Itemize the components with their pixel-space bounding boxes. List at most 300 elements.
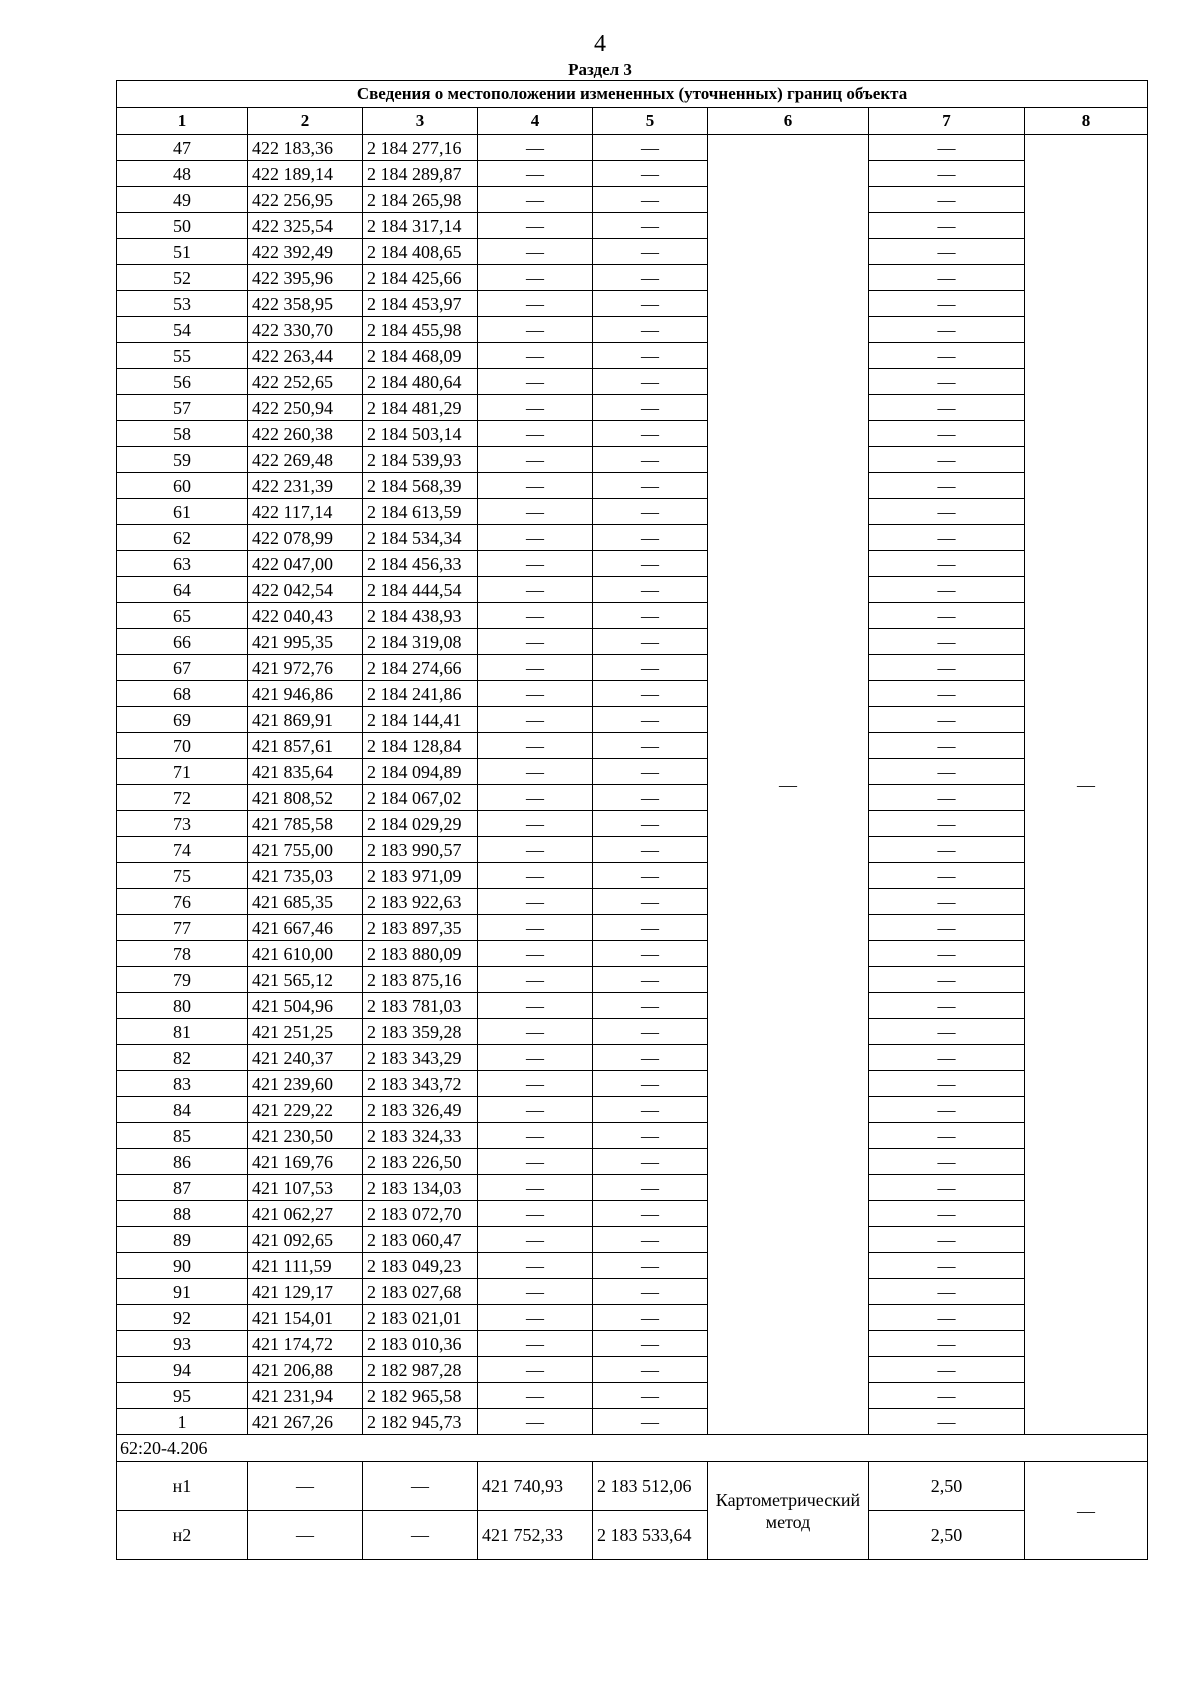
accuracy-cell: — [869, 1331, 1025, 1357]
column-header: 3 [363, 108, 478, 135]
point-number-cell: 58 [117, 421, 248, 447]
point-number-cell: 89 [117, 1227, 248, 1253]
x-coordinate-cell: 421 174,72 [248, 1331, 363, 1357]
accuracy-cell: — [869, 759, 1025, 785]
x-coordinate-cell: 421 972,76 [248, 655, 363, 681]
accuracy-cell: — [869, 239, 1025, 265]
new-y-cell: — [593, 213, 708, 239]
new-y-cell: — [593, 681, 708, 707]
table-row [117, 1019, 1148, 1045]
x-coordinate-cell: 422 256,95 [248, 187, 363, 213]
x-coordinate-cell: 421 857,61 [248, 733, 363, 759]
table-row [117, 629, 1148, 655]
point-number-cell: н1 [117, 1462, 248, 1511]
table-row [117, 1305, 1148, 1331]
table-row [117, 239, 1148, 265]
table-row [117, 447, 1148, 473]
new-y-cell: — [593, 941, 708, 967]
accuracy-cell: — [869, 1175, 1025, 1201]
point-number-cell: 76 [117, 889, 248, 915]
accuracy-cell: — [869, 395, 1025, 421]
accuracy-cell: — [869, 733, 1025, 759]
y-coordinate-cell: 2 184 456,33 [363, 551, 478, 577]
accuracy-cell: — [869, 1409, 1025, 1435]
new-x-cell: — [478, 629, 593, 655]
y-coordinate-cell: 2 183 875,16 [363, 967, 478, 993]
x-coordinate-cell: 422 358,95 [248, 291, 363, 317]
new-y-cell: — [593, 1253, 708, 1279]
y-coordinate-cell: 2 183 971,09 [363, 863, 478, 889]
accuracy-cell: 2,50 [869, 1462, 1025, 1511]
y-coordinate-cell: 2 184 438,93 [363, 603, 478, 629]
y-coordinate-cell: 2 183 343,72 [363, 1071, 478, 1097]
new-y-cell: — [593, 889, 708, 915]
new-x-cell: — [478, 1279, 593, 1305]
point-number-cell: 74 [117, 837, 248, 863]
table-row [117, 993, 1148, 1019]
new-x-cell: 421 752,33 [478, 1511, 593, 1560]
accuracy-cell: — [869, 1279, 1025, 1305]
point-number-cell: 91 [117, 1279, 248, 1305]
new-y-cell: — [593, 265, 708, 291]
point-number-cell: 68 [117, 681, 248, 707]
point-number-cell: 80 [117, 993, 248, 1019]
table-row [117, 1045, 1148, 1071]
table-row [117, 1357, 1148, 1383]
new-x-cell: — [478, 941, 593, 967]
table-row [117, 135, 1148, 161]
y-coordinate-cell: 2 183 226,50 [363, 1149, 478, 1175]
point-number-cell: 61 [117, 499, 248, 525]
y-coordinate-cell: 2 183 897,35 [363, 915, 478, 941]
new-x-cell: — [478, 707, 593, 733]
method-cell: Картометрический метод [708, 1462, 869, 1560]
table-row [117, 213, 1148, 239]
table-row [117, 681, 1148, 707]
new-y-cell: — [593, 1331, 708, 1357]
point-number-cell: 53 [117, 291, 248, 317]
new-y-cell: — [593, 447, 708, 473]
new-x-cell: — [478, 811, 593, 837]
y-coordinate-cell: 2 183 880,09 [363, 941, 478, 967]
new-y-cell: — [593, 1227, 708, 1253]
accuracy-cell: — [869, 1253, 1025, 1279]
table-row [117, 551, 1148, 577]
new-y-cell: — [593, 707, 708, 733]
x-coordinate-cell: 422 183,36 [248, 135, 363, 161]
y-coordinate-cell: 2 184 274,66 [363, 655, 478, 681]
table-row [117, 837, 1148, 863]
x-coordinate-cell: 422 395,96 [248, 265, 363, 291]
table-row [117, 161, 1148, 187]
y-coordinate-cell: 2 182 965,58 [363, 1383, 478, 1409]
x-coordinate-cell: 422 189,14 [248, 161, 363, 187]
accuracy-cell: — [869, 1123, 1025, 1149]
cadastral-number: 62:20-4.206 [117, 1435, 1148, 1462]
new-y-cell: — [593, 161, 708, 187]
table-row [117, 1409, 1148, 1435]
accuracy-cell: — [869, 941, 1025, 967]
new-x-cell: — [478, 1305, 593, 1331]
accuracy-cell: — [869, 785, 1025, 811]
new-y-cell: — [593, 1097, 708, 1123]
table-row [117, 577, 1148, 603]
new-x-cell: — [478, 1201, 593, 1227]
new-x-cell: — [478, 785, 593, 811]
x-coordinate-cell: 421 154,01 [248, 1305, 363, 1331]
accuracy-cell: — [869, 551, 1025, 577]
table-row [117, 1227, 1148, 1253]
new-y-cell: — [593, 317, 708, 343]
point-number-cell: 77 [117, 915, 248, 941]
table-row [117, 603, 1148, 629]
x-coordinate-cell: 422 078,99 [248, 525, 363, 551]
accuracy-cell: — [869, 1045, 1025, 1071]
x-coordinate-cell: 421 610,00 [248, 941, 363, 967]
table-row [117, 369, 1148, 395]
new-point-row [117, 1462, 1148, 1511]
new-x-cell: — [478, 1149, 593, 1175]
x-coordinate-cell: 422 325,54 [248, 213, 363, 239]
new-y-cell: — [593, 369, 708, 395]
x-coordinate-cell: 421 755,00 [248, 837, 363, 863]
point-number-cell: 82 [117, 1045, 248, 1071]
new-x-cell: — [478, 161, 593, 187]
y-coordinate-cell: 2 183 324,33 [363, 1123, 478, 1149]
point-number-cell: 81 [117, 1019, 248, 1045]
column-header: 5 [593, 108, 708, 135]
y-coordinate-cell: 2 184 539,93 [363, 447, 478, 473]
y-coordinate-cell: 2 184 453,97 [363, 291, 478, 317]
new-x-cell: — [478, 863, 593, 889]
new-y-cell: — [593, 1175, 708, 1201]
point-number-cell: 70 [117, 733, 248, 759]
accuracy-cell: — [869, 499, 1025, 525]
y-coordinate-cell: 2 184 503,14 [363, 421, 478, 447]
y-coordinate-cell: 2 184 613,59 [363, 499, 478, 525]
y-coordinate-cell: 2 183 060,47 [363, 1227, 478, 1253]
accuracy-cell: — [869, 291, 1025, 317]
table-header-row [117, 108, 1148, 135]
new-x-cell: — [478, 1227, 593, 1253]
point-number-cell: 69 [117, 707, 248, 733]
x-coordinate-cell: 421 735,03 [248, 863, 363, 889]
y-coordinate-cell: 2 184 277,16 [363, 135, 478, 161]
x-coordinate-cell: 422 263,44 [248, 343, 363, 369]
x-coordinate-cell: 422 042,54 [248, 577, 363, 603]
point-number-cell: 78 [117, 941, 248, 967]
column-header: 2 [248, 108, 363, 135]
x-coordinate-cell: 421 107,53 [248, 1175, 363, 1201]
new-x-cell: — [478, 1045, 593, 1071]
y-coordinate-cell: 2 183 027,68 [363, 1279, 478, 1305]
accuracy-cell: — [869, 967, 1025, 993]
y-coordinate-cell: 2 182 987,28 [363, 1357, 478, 1383]
point-number-cell: 85 [117, 1123, 248, 1149]
accuracy-cell: — [869, 1383, 1025, 1409]
new-y-cell: — [593, 733, 708, 759]
accuracy-cell: — [869, 811, 1025, 837]
y-coordinate-cell: 2 184 444,54 [363, 577, 478, 603]
accuracy-cell: — [869, 577, 1025, 603]
point-number-cell: 88 [117, 1201, 248, 1227]
accuracy-cell: — [869, 603, 1025, 629]
accuracy-cell: — [869, 525, 1025, 551]
new-x-cell: — [478, 915, 593, 941]
y-coordinate-cell: 2 184 067,02 [363, 785, 478, 811]
new-y-cell: — [593, 863, 708, 889]
point-number-cell: 95 [117, 1383, 248, 1409]
new-y-cell: — [593, 343, 708, 369]
point-number-cell: 56 [117, 369, 248, 395]
y-coordinate-cell: 2 183 134,03 [363, 1175, 478, 1201]
accuracy-cell: — [869, 421, 1025, 447]
y-coordinate-cell: 2 183 072,70 [363, 1201, 478, 1227]
new-x-cell: — [478, 1123, 593, 1149]
table-row [117, 395, 1148, 421]
table-row [117, 1071, 1148, 1097]
point-number-cell: н2 [117, 1511, 248, 1560]
new-y-cell: — [593, 473, 708, 499]
new-y-cell: — [593, 135, 708, 161]
x-coordinate-cell: 421 835,64 [248, 759, 363, 785]
new-y-cell: — [593, 759, 708, 785]
point-number-cell: 63 [117, 551, 248, 577]
x-coordinate-cell: 421 267,26 [248, 1409, 363, 1435]
x-coordinate-cell: 421 231,94 [248, 1383, 363, 1409]
x-coordinate-cell: 421 229,22 [248, 1097, 363, 1123]
accuracy-cell: — [869, 889, 1025, 915]
x-coordinate-cell: 421 504,96 [248, 993, 363, 1019]
new-x-cell: — [478, 603, 593, 629]
y-coordinate-cell: 2 183 922,63 [363, 889, 478, 915]
old-x-cell: — [248, 1462, 363, 1511]
x-coordinate-cell: 421 685,35 [248, 889, 363, 915]
x-coordinate-cell: 422 040,43 [248, 603, 363, 629]
table-row [117, 811, 1148, 837]
table-row [117, 473, 1148, 499]
point-number-cell: 75 [117, 863, 248, 889]
y-coordinate-cell: 2 183 343,29 [363, 1045, 478, 1071]
new-x-cell: — [478, 1175, 593, 1201]
point-number-cell: 62 [117, 525, 248, 551]
new-x-cell: — [478, 421, 593, 447]
point-number-cell: 47 [117, 135, 248, 161]
new-y-cell: — [593, 655, 708, 681]
x-coordinate-cell: 421 667,46 [248, 915, 363, 941]
old-y-cell: — [363, 1462, 478, 1511]
x-coordinate-cell: 421 240,37 [248, 1045, 363, 1071]
accuracy-cell: — [869, 161, 1025, 187]
new-y-cell: — [593, 239, 708, 265]
accuracy-cell: — [869, 343, 1025, 369]
point-number-cell: 54 [117, 317, 248, 343]
table-row [117, 1253, 1148, 1279]
table-row [117, 1097, 1148, 1123]
accuracy-cell: — [869, 1149, 1025, 1175]
accuracy-cell: — [869, 135, 1025, 161]
x-coordinate-cell: 421 869,91 [248, 707, 363, 733]
new-y-cell: — [593, 811, 708, 837]
accuracy-cell: — [869, 1071, 1025, 1097]
table-row [117, 863, 1148, 889]
x-coordinate-cell: 421 092,65 [248, 1227, 363, 1253]
x-coordinate-cell: 422 269,48 [248, 447, 363, 473]
subtitle-row [117, 1435, 1148, 1462]
table-caption: Сведения о местоположении измененных (уточненных) границ объекта [117, 81, 1148, 108]
new-y-cell: — [593, 525, 708, 551]
new-x-cell: — [478, 1019, 593, 1045]
table-row [117, 785, 1148, 811]
new-y-cell: — [593, 1071, 708, 1097]
new-x-cell: — [478, 889, 593, 915]
x-coordinate-cell: 422 252,65 [248, 369, 363, 395]
accuracy-cell: — [869, 447, 1025, 473]
description-cell: — [1025, 135, 1148, 1435]
x-coordinate-cell: 421 239,60 [248, 1071, 363, 1097]
table-row [117, 915, 1148, 941]
y-coordinate-cell: 2 184 317,14 [363, 213, 478, 239]
x-coordinate-cell: 421 995,35 [248, 629, 363, 655]
method-cell: — [708, 135, 869, 1435]
new-x-cell: — [478, 967, 593, 993]
table-row [117, 759, 1148, 785]
accuracy-cell: — [869, 1201, 1025, 1227]
new-x-cell: — [478, 499, 593, 525]
x-coordinate-cell: 422 330,70 [248, 317, 363, 343]
new-y-cell: — [593, 187, 708, 213]
table-row [117, 291, 1148, 317]
x-coordinate-cell: 422 260,38 [248, 421, 363, 447]
new-x-cell: — [478, 1357, 593, 1383]
point-number-cell: 84 [117, 1097, 248, 1123]
y-coordinate-cell: 2 183 359,28 [363, 1019, 478, 1045]
point-number-cell: 57 [117, 395, 248, 421]
point-number-cell: 87 [117, 1175, 248, 1201]
table-row [117, 889, 1148, 915]
accuracy-cell: — [869, 317, 1025, 343]
accuracy-cell: — [869, 369, 1025, 395]
x-coordinate-cell: 422 392,49 [248, 239, 363, 265]
new-x-cell: — [478, 239, 593, 265]
accuracy-cell: 2,50 [869, 1511, 1025, 1560]
new-x-cell: — [478, 993, 593, 1019]
column-header: 6 [708, 108, 869, 135]
new-y-cell: — [593, 1383, 708, 1409]
new-x-cell: — [478, 1071, 593, 1097]
new-y-cell: — [593, 1305, 708, 1331]
new-x-cell: — [478, 577, 593, 603]
description-cell: — [1025, 1462, 1148, 1560]
point-number-cell: 52 [117, 265, 248, 291]
y-coordinate-cell: 2 184 534,34 [363, 525, 478, 551]
y-coordinate-cell: 2 183 326,49 [363, 1097, 478, 1123]
x-coordinate-cell: 421 129,17 [248, 1279, 363, 1305]
y-coordinate-cell: 2 183 021,01 [363, 1305, 478, 1331]
new-y-cell: 2 183 512,06 [593, 1462, 708, 1511]
new-x-cell: — [478, 213, 593, 239]
x-coordinate-cell: 422 231,39 [248, 473, 363, 499]
y-coordinate-cell: 2 183 990,57 [363, 837, 478, 863]
y-coordinate-cell: 2 184 481,29 [363, 395, 478, 421]
old-y-cell: — [363, 1511, 478, 1560]
x-coordinate-cell: 421 111,59 [248, 1253, 363, 1279]
accuracy-cell: — [869, 1357, 1025, 1383]
y-coordinate-cell: 2 184 094,89 [363, 759, 478, 785]
table-row [117, 1201, 1148, 1227]
new-y-cell: — [593, 785, 708, 811]
new-x-cell: — [478, 733, 593, 759]
accuracy-cell: — [869, 187, 1025, 213]
table-row [117, 733, 1148, 759]
accuracy-cell: — [869, 1097, 1025, 1123]
table-row [117, 1123, 1148, 1149]
point-number-cell: 86 [117, 1149, 248, 1175]
new-x-cell: — [478, 655, 593, 681]
new-x-cell: 421 740,93 [478, 1462, 593, 1511]
point-number-cell: 55 [117, 343, 248, 369]
new-y-cell: — [593, 629, 708, 655]
x-coordinate-cell: 421 230,50 [248, 1123, 363, 1149]
point-number-cell: 49 [117, 187, 248, 213]
table-row [117, 707, 1148, 733]
table-row [117, 187, 1148, 213]
y-coordinate-cell: 2 184 480,64 [363, 369, 478, 395]
point-number-cell: 72 [117, 785, 248, 811]
y-coordinate-cell: 2 184 408,65 [363, 239, 478, 265]
y-coordinate-cell: 2 183 781,03 [363, 993, 478, 1019]
y-coordinate-cell: 2 183 049,23 [363, 1253, 478, 1279]
new-y-cell: 2 183 533,64 [593, 1511, 708, 1560]
point-number-cell: 48 [117, 161, 248, 187]
point-number-cell: 1 [117, 1409, 248, 1435]
new-x-cell: — [478, 525, 593, 551]
point-number-cell: 50 [117, 213, 248, 239]
table-caption-row [117, 81, 1148, 108]
point-number-cell: 51 [117, 239, 248, 265]
table-row [117, 1175, 1148, 1201]
table-row [117, 421, 1148, 447]
x-coordinate-cell: 421 785,58 [248, 811, 363, 837]
new-point-row [117, 1511, 1148, 1560]
accuracy-cell: — [869, 837, 1025, 863]
table-row [117, 1331, 1148, 1357]
point-number-cell: 94 [117, 1357, 248, 1383]
column-header: 7 [869, 108, 1025, 135]
table-row [117, 1383, 1148, 1409]
x-coordinate-cell: 421 946,86 [248, 681, 363, 707]
new-x-cell: — [478, 1383, 593, 1409]
y-coordinate-cell: 2 184 455,98 [363, 317, 478, 343]
y-coordinate-cell: 2 184 144,41 [363, 707, 478, 733]
new-y-cell: — [593, 1019, 708, 1045]
table-row [117, 1279, 1148, 1305]
old-x-cell: — [248, 1511, 363, 1560]
y-coordinate-cell: 2 184 468,09 [363, 343, 478, 369]
y-coordinate-cell: 2 184 128,84 [363, 733, 478, 759]
x-coordinate-cell: 422 047,00 [248, 551, 363, 577]
point-number-cell: 83 [117, 1071, 248, 1097]
new-x-cell: — [478, 447, 593, 473]
new-x-cell: — [478, 265, 593, 291]
point-number-cell: 59 [117, 447, 248, 473]
new-y-cell: — [593, 395, 708, 421]
new-y-cell: — [593, 1279, 708, 1305]
point-number-cell: 90 [117, 1253, 248, 1279]
accuracy-cell: — [869, 707, 1025, 733]
new-x-cell: — [478, 551, 593, 577]
point-number-cell: 92 [117, 1305, 248, 1331]
